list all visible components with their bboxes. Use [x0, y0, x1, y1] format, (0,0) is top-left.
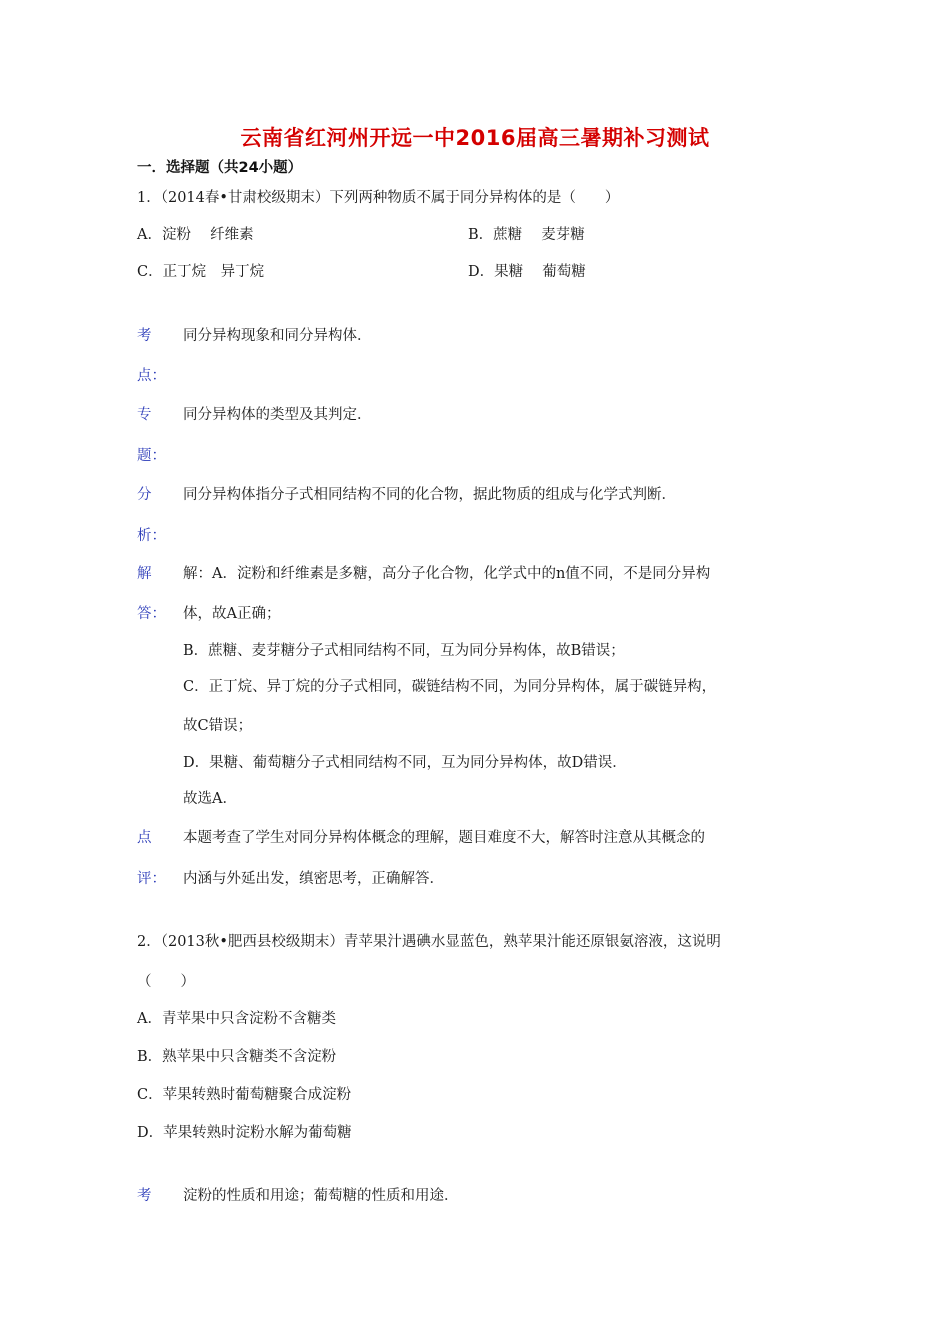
question-1-option-c: C．正丁烷 异丁烷 — [137, 264, 265, 280]
zhuanti-label-bottom: 题： — [137, 448, 166, 464]
kaodian-text: 同分异构现象和同分异构体． — [183, 328, 372, 344]
jieda-label-top: 解 — [137, 566, 152, 582]
section-heading: 一．选择题（共24小题） — [137, 160, 303, 176]
q2-kaodian-text: 淀粉的性质和用途；葡萄糖的性质和用途． — [183, 1188, 459, 1204]
question-2-option-b: B．熟苹果中只含糖类不含淀粉 — [137, 1049, 337, 1065]
fenxi-label-top: 分 — [137, 487, 152, 503]
jieda-line-2: 体，故A正确； — [183, 606, 281, 622]
jieda-line-5: 故C错误； — [183, 718, 253, 734]
jieda-line-1: 解：A．淀粉和纤维素是多糖，高分子化合物，化学式中的n值不同，不是同分异构 — [183, 566, 711, 582]
dianping-label-bottom: 评： — [137, 871, 166, 887]
dianping-line-1: 本题考查了学生对同分异构体概念的理解，题目难度不大，解答时注意从其概念的 — [183, 830, 705, 846]
jieda-label-bottom: 答： — [137, 606, 166, 622]
question-1-option-a: A．淀粉 纤维素 — [137, 227, 254, 243]
dianping-label-top: 点 — [137, 830, 152, 846]
jieda-line-6: D．果糖、葡萄糖分子式相同结构不同，互为同分异构体，故D错误． — [183, 755, 627, 771]
zhuanti-label-top: 专 — [137, 407, 152, 423]
question-2-option-a: A．青苹果中只含淀粉不含糖类 — [137, 1011, 336, 1027]
question-2-option-c: C．苹果转熟时葡萄糖聚合成淀粉 — [137, 1087, 352, 1103]
jieda-line-7: 故选A． — [183, 791, 237, 807]
question-1-stem: 1．（2014春•甘肃校级期末）下列两种物质不属于同分异构体的是（ ） — [137, 190, 620, 206]
kaodian-label-top: 考 — [137, 328, 152, 344]
question-2-stem-line-1: 2．（2013秋•肥西县校级期末）青苹果汁遇碘水显蓝色，熟苹果汁能还原银氨溶液，这说明 — [137, 934, 721, 950]
document-title: 云南省红河州开远一中2016届高三暑期补习测试 — [240, 126, 710, 150]
question-1-option-d: D．果糖 葡萄糖 — [468, 264, 586, 280]
dianping-line-2: 内涵与外延出发，缜密思考，正确解答． — [183, 871, 444, 887]
question-2-stem-line-2: （ ） — [137, 974, 195, 990]
fenxi-text: 同分异构体指分子式相同结构不同的化合物，据此物质的组成与化学式判断． — [183, 487, 676, 503]
jieda-line-3: B．蔗糖、麦芽糖分子式相同结构不同，互为同分异构体，故B错误； — [183, 643, 625, 659]
fenxi-label-bottom: 析： — [137, 528, 166, 544]
zhuanti-text: 同分异构体的类型及其判定． — [183, 407, 372, 423]
q2-kaodian-label-top: 考 — [137, 1188, 152, 1204]
kaodian-label-bottom: 点： — [137, 368, 166, 384]
jieda-line-4: C．正丁烷、异丁烷的分子式相同，碳链结构不同，为同分异构体，属于碳链异构， — [183, 679, 717, 695]
question-2-option-d: D．苹果转熟时淀粉水解为葡萄糖 — [137, 1125, 352, 1141]
question-1-option-b: B．蔗糖 麦芽糖 — [468, 227, 585, 243]
